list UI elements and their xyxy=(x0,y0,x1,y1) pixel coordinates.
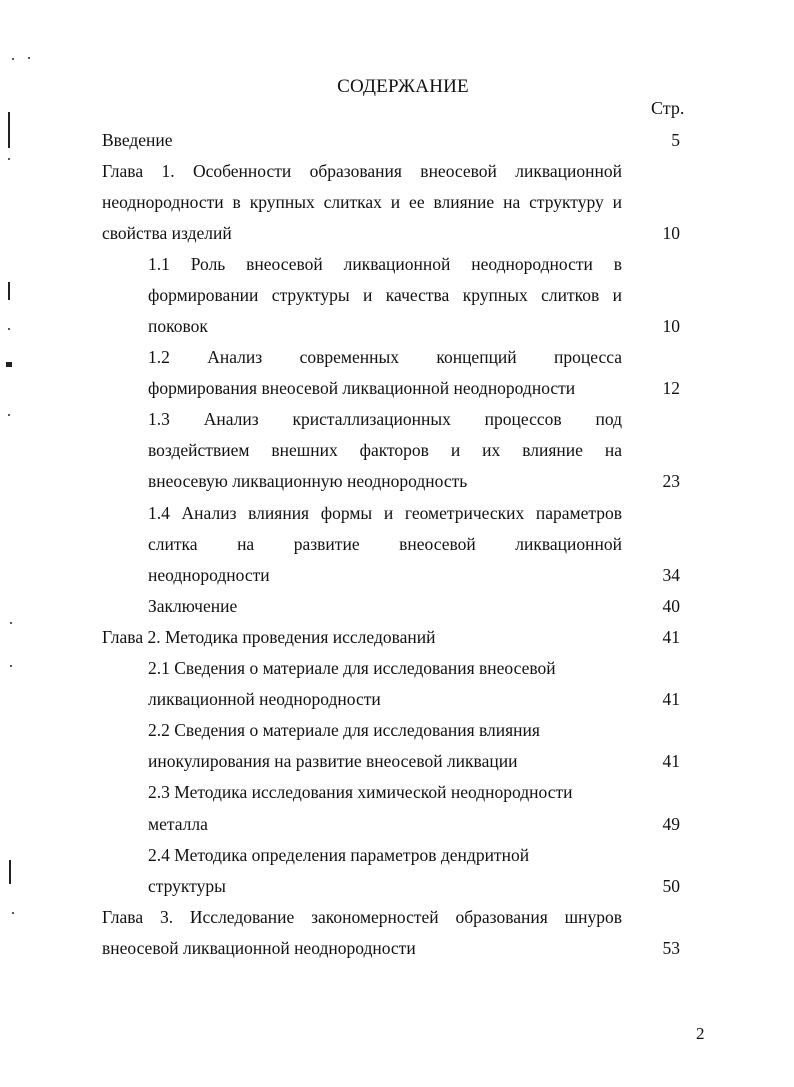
toc-entry-section-1-2: формирования внеосевой ликвационной неоднородности xyxy=(148,378,576,398)
toc-entry-section-2-1: 2.1 Сведения о материале для исследования внеосевой xyxy=(148,658,556,678)
scan-binding-mark xyxy=(8,112,10,148)
toc-entry-chapter-1: неоднородности в крупных слитках и ее влияние на структуру и xyxy=(102,192,622,212)
scan-speck xyxy=(12,58,14,60)
toc-entry-section-1-1: формировании структуры и качества крупных слитков и xyxy=(148,285,622,305)
toc-page-section-2-2: 41 xyxy=(662,751,680,771)
scan-speck xyxy=(28,57,30,59)
toc-entry-section-2-3: 2.3 Методика исследования химической неоднородности xyxy=(148,782,573,802)
toc-entry-section-1-3: воздействием внешних факторов и их влияние на xyxy=(148,440,622,460)
toc-page-conclusion: 40 xyxy=(662,596,680,616)
toc-entry-section-2-1: ликвационной неоднородности xyxy=(148,689,381,709)
toc-page-section-2-3: 49 xyxy=(662,814,680,834)
toc-entry-section-2-2: 2.2 Сведения о материале для исследования влияния xyxy=(148,720,540,740)
scan-speck xyxy=(12,912,14,914)
scan-speck xyxy=(10,622,12,624)
toc-page-section-1-1: 10 xyxy=(662,316,680,336)
toc-page-chapter-3: 53 xyxy=(662,938,680,958)
toc-entry-chapter-1: свойства изделий xyxy=(102,223,232,243)
toc-entry-section-1-3: внеосевую ликвационную неоднородность xyxy=(148,471,468,491)
toc-entry-chapter-3: Глава 3. Исследование закономерностей образования шнуров xyxy=(102,907,622,927)
toc-page-chapter-2: 41 xyxy=(662,627,680,647)
toc-entry-section-1-4: неоднородности xyxy=(148,565,270,585)
scan-binding-mark xyxy=(6,362,12,367)
page-number: 2 xyxy=(696,1024,705,1043)
scan-binding-mark xyxy=(8,282,10,300)
toc-entry-section-1-2: 1.2 Анализ современных концепций процесса xyxy=(148,347,622,367)
toc-entry-chapter-1: Глава 1. Особенности образования внеосевой ликвационной xyxy=(102,161,622,181)
toc-page-section-2-1: 41 xyxy=(662,689,680,709)
toc-entry-section-2-4: 2.4 Методика определения параметров дендритной xyxy=(148,845,530,865)
toc-page-section-1-2: 12 xyxy=(662,378,680,398)
toc-page-intro: 5 xyxy=(671,130,680,150)
toc-entry-chapter-2: Глава 2. Методика проведения исследований xyxy=(102,627,436,647)
toc-entry-section-1-4: слитка на развитие внеосевой ликвационной xyxy=(148,534,622,554)
toc-page-section-1-4: 34 xyxy=(662,565,680,585)
toc-entry-section-1-3: 1.3 Анализ кристаллизационных процессов под xyxy=(148,409,622,429)
toc-page-chapter-1: 10 xyxy=(662,223,680,243)
scan-speck xyxy=(10,665,12,667)
toc-page-section-2-4: 50 xyxy=(662,876,680,896)
scan-binding-mark xyxy=(9,860,11,884)
toc-entry-section-1-4: 1.4 Анализ влияния формы и геометрических параметров xyxy=(148,503,622,523)
toc-page-section-1-3: 23 xyxy=(662,471,680,491)
toc-title: СОДЕРЖАНИЕ xyxy=(337,76,469,97)
page-column-header: Стр. xyxy=(651,98,685,118)
toc-entry-conclusion: Заключение xyxy=(148,596,238,616)
toc-entry-section-2-4: структуры xyxy=(148,876,226,896)
toc-entry-section-2-3: металла xyxy=(148,814,208,834)
toc-entry-section-2-2: инокулирования на развитие внеосевой ликвации xyxy=(148,751,518,771)
toc-entry-section-1-1: 1.1 Роль внеосевой ликвационной неоднородности в xyxy=(148,254,622,274)
toc-entry-chapter-3: внеосевой ликвационной неоднородности xyxy=(102,938,416,958)
scan-speck xyxy=(8,414,10,416)
toc-entry-intro: Введение xyxy=(102,130,173,150)
scan-speck xyxy=(8,328,10,330)
toc-entry-section-1-1: поковок xyxy=(148,316,208,336)
scan-speck xyxy=(8,158,10,160)
